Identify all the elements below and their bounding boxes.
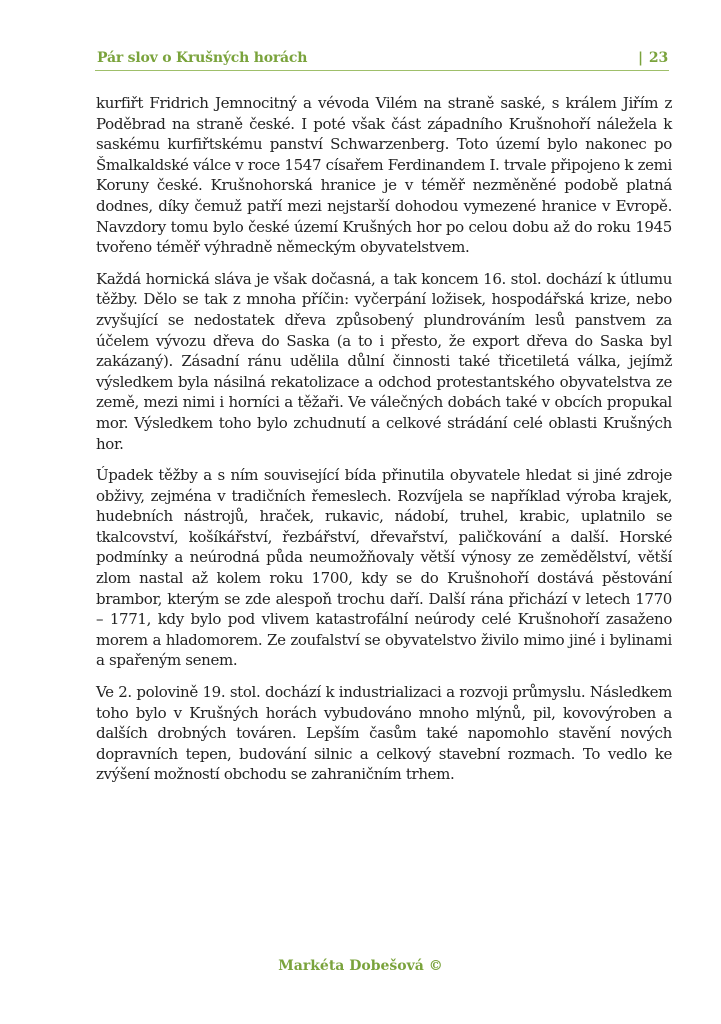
paragraph-2: Každá hornická sláva je však dočasná, a tak koncem 16. stol. dochází k útlumu těžby. Dělo se tak z mnoha příčin: vyčerpání ložisek, hospodářská krize, nebo zvyšující se nedostatek dřeva způsobený plundrováním lesů panstvem za účelem vývozu dřeva do Saska (a to i přesto, že export dřeva do Saska byl zakázaný). Zásadní ránu udělila důlní činnosti také třicetiletá válka, jejímž výsledkem byla násilná rekatolizace a odchod protestantského obyvatelstva ze země, mezi nimi i horníci a těžaři. Ve válečných dobách také v obcích propukal mor. Výsledkem toho bylo zchudnutí a celkové strádání celé oblasti Krušných hor.	[96, 269, 672, 453]
header-rule	[95, 70, 669, 71]
page-number: 23	[648, 50, 668, 66]
running-header	[97, 50, 668, 72]
page-number-group	[638, 50, 668, 66]
paragraph-1: kurfiřt Fridrich Jemnocitný a vévoda Vilém na straně saské, s králem Jiřím z Poděbrad na straně české. I poté však část západního Krušnohoří náležela k saskému kurfiřtskému panství Schwarzenberg. Toto území bylo nakonec po Šmalkaldské válce v roce 1547 císařem Ferdinandem I. trvale připojeno k zemi Koruny české. Krušnohorská hranice je v téměř nezměněné podobě platná dodnes, díky čemuž patří mezi nejstarší dohodou vymezené hranice v Evropě. Navzdory tomu bylo české území Krušných hor po celou dobu až do roku 1945 tvořeno téměř výhradně německým obyvatelstvem.	[96, 94, 672, 257]
footer-author: Markéta Dobešová ©	[278, 958, 443, 974]
body-text	[96, 93, 672, 796]
paragraph-4: Ve 2. polovině 19. stol. dochází k industrializaci a rozvoji průmyslu. Následkem toho bylo v Krušných horách vybudováno mnoho mlýnů, pil, kovovýroben a dalších drobných továren. Lepším časům také napomohlo stavění nových dopravních tepen, budování silnic a celkový stavební rozmach. To vedlo ke zvýšení možností obchodu se zahraničním trhem.	[96, 683, 672, 784]
chapter-title: Pár slov o Krušných horách	[97, 50, 308, 66]
header-separator: |	[638, 50, 643, 66]
paragraph-3: Úpadek těžby a s ním související bída přinutila obyvatele hledat si jiné zdroje obživy, zejména v tradičních řemeslech. Rozvíjela se například výroba krajek, hudebních nástrojů, hraček, rukavic, nádobí, truhel, krabic, uplatnilo se tkalcovství, košíkářství, řezbářství, dřevařství, paličkování a další. Horské podmínky a neúrodná půda neumožňovaly větší výnosy ze zemědělství, větší zlom nastal až kolem roku 1700, kdy se do Krušnohoří dostává pěstování brambor, kterým se zde alespoň trochu daří. Další rána přichází v letech 1770 – 1771, kdy bylo pod vlivem katastrofální neúrody celé Krušnohoří zasaženo morem a hladomorem. Ze zoufalství se obyvatelstvo živilo mimo jiné i bylinami a spařeným senem.	[96, 466, 672, 670]
